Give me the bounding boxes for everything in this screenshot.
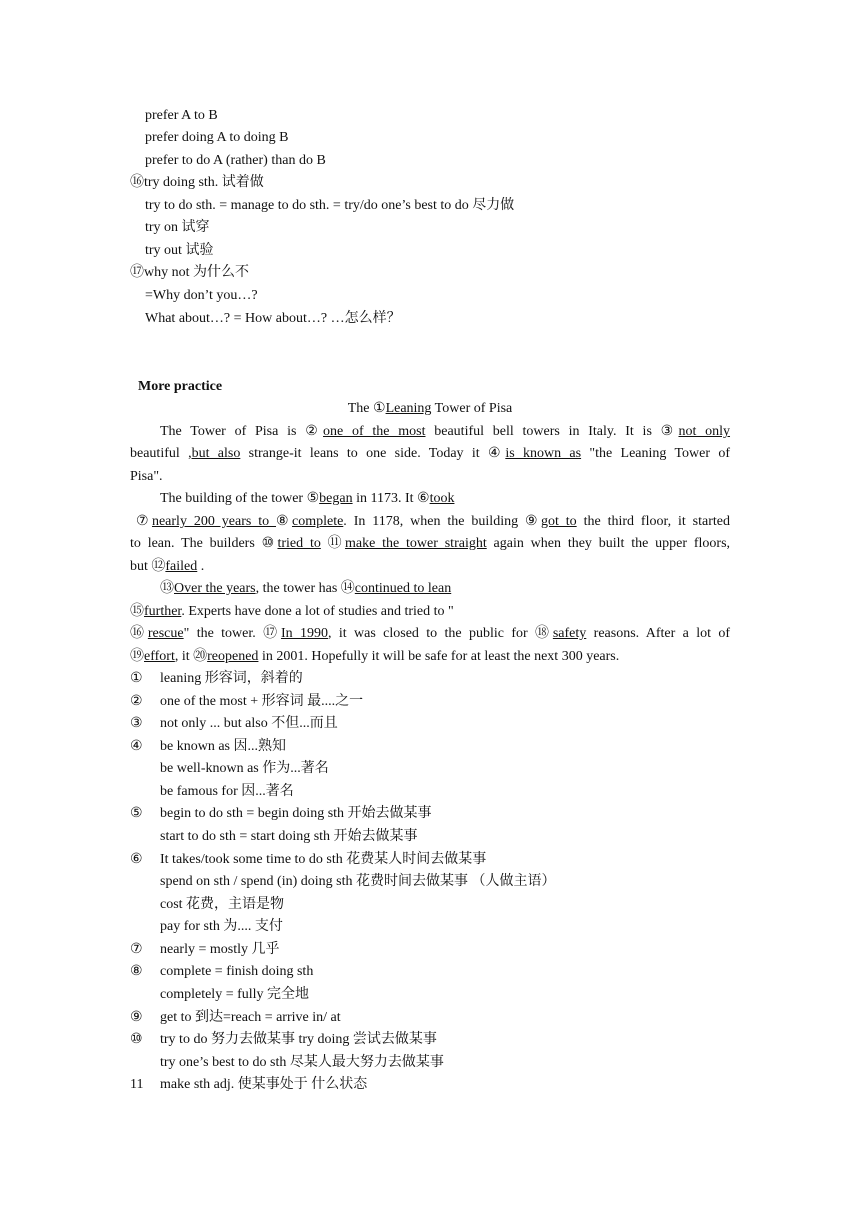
note-text: leaning 形容词，斜着的	[160, 671, 303, 686]
vocab-line: try on 试穿	[145, 220, 210, 235]
note-text: spend on sth / spend (in) doing sth 花费时间去做某事 （人做主语）	[160, 874, 556, 889]
note-text: pay for sth 为.... 支付	[160, 919, 283, 934]
vocab-line: =Why don’t you…?	[145, 288, 258, 303]
story-line: ⑦nearly 200 years to ⑧complete. In 1178, when the building ⑨got to the third floor, it started	[136, 514, 730, 529]
vocab-line: try to do sth. = manage to do sth. = try/do one’s best to do 尽力做	[145, 198, 515, 213]
section-title: More practice	[138, 379, 223, 394]
vocab-line: prefer doing A to doing B	[145, 130, 289, 145]
note-text: completely = fully 完全地	[160, 987, 310, 1002]
note-number: ⑨	[130, 1010, 143, 1025]
note-text: not only ... but also 不但...而且	[160, 716, 338, 731]
note-number: ④	[130, 739, 143, 754]
vocab-line: prefer A to B	[145, 108, 218, 123]
story-line: ⑲effort, it ⑳reopened in 2001. Hopefully it will be safe for at least the next 300 years.	[130, 649, 620, 664]
note-number: ③	[130, 716, 143, 731]
story-line: ⑯rescue" the tower. ⑰In 1990, it was closed to the public for ⑱safety reasons. After a lot of	[130, 626, 730, 641]
note-text: be famous for 因...著名	[160, 784, 294, 799]
note-text: make sth adj. 使某事处于 什么状态	[160, 1077, 368, 1092]
story-line: but ⑫failed .	[130, 559, 205, 574]
vocab-heading: ⑯try doing sth. 试着做	[130, 175, 264, 190]
story-line: ⑮further. Experts have done a lot of studies and tried to "	[130, 604, 454, 619]
note-text: one of the most + 形容词 最....之一	[160, 694, 364, 709]
note-text: cost 花费，主语是物	[160, 897, 285, 912]
note-text: It takes/took some time to do sth 花费某人时间去做某事	[160, 852, 487, 867]
note-number: ①	[130, 671, 143, 686]
note-text: begin to do sth = begin doing sth 开始去做某事	[160, 806, 432, 821]
story-title: The ①Leaning Tower of Pisa	[347, 401, 513, 416]
note-text: nearly = mostly 几乎	[160, 942, 280, 957]
vocab-line: What about…? = How about…? …怎么样？	[145, 311, 401, 326]
story-line: beautiful ,but also strange-it leans to one side. Today it ④is known as "the Leaning Tower of	[130, 446, 730, 461]
note-text: try one’s best to do sth 尽某人最大努力去做某事	[160, 1055, 444, 1070]
story-line: Pisa".	[130, 469, 163, 484]
vocab-line: prefer to do A (rather) than do B	[145, 153, 326, 168]
note-number: 11	[130, 1077, 144, 1092]
story-line: to lean. The builders ⑩tried to ⑪make the tower straight again when they built the upper floors,	[130, 536, 731, 551]
note-text: be known as 因...熟知	[160, 739, 286, 754]
story-line: ⑬Over the years, the tower has ⑭continued to lean	[160, 581, 452, 596]
note-number: ②	[130, 694, 143, 709]
note-text: start to do sth = start doing sth 开始去做某事	[160, 829, 418, 844]
note-text: get to 到达=reach = arrive in/ at	[160, 1010, 341, 1025]
note-number: ⑥	[130, 852, 143, 867]
note-text: complete = finish doing sth	[160, 964, 314, 979]
note-text: be well-known as 作为...著名	[160, 761, 329, 776]
story-line: The Tower of Pisa is ②one of the most beautiful bell towers in Italy. It is ③not only	[160, 424, 731, 439]
story-line: The building of the tower ⑤began in 1173. It ⑥took	[160, 491, 455, 506]
note-number: ⑤	[130, 806, 143, 821]
note-number: ⑧	[130, 964, 143, 979]
vocab-heading: ⑰why not 为什么不	[130, 265, 249, 280]
note-number: ⑩	[130, 1032, 143, 1047]
note-number: ⑦	[130, 942, 143, 957]
note-text: try to do 努力去做某事 try doing 尝试去做某事	[160, 1032, 437, 1047]
vocab-line: try out 试验	[145, 243, 214, 258]
